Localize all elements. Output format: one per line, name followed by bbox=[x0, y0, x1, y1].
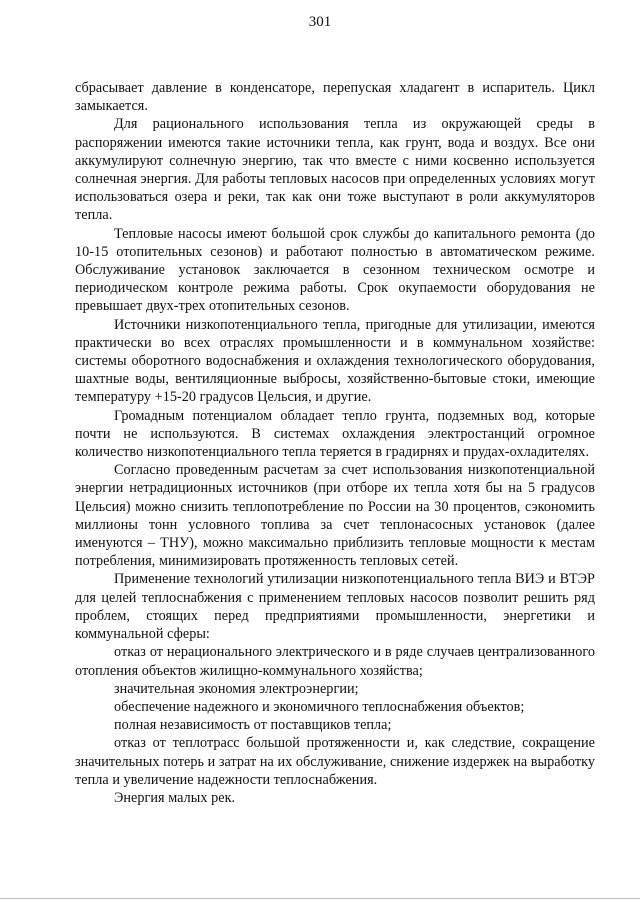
list-item: полная независимость от поставщиков тепла; bbox=[114, 717, 392, 734]
paragraph-ground-heat: Громадным потенциалом обладает тепло грунта, подземных вод, которые почти не используются. В системах охлаждения электростанций огромное количество низкопотенциального тепла теряется в градирнях и прудах-охладителях. bbox=[75, 407, 595, 461]
paragraph-continuation: сбрасывает давление в конденсаторе, перепуская хладагент в испаритель. Цикл замыкается. bbox=[75, 80, 595, 115]
page-body bbox=[75, 79, 595, 807]
paragraph-calculations: Согласно проведенным расчетам за счет использования низкопотенциальной энергии нетрадиционных источников (при отборе их тепла хотя бы на 5 градусов Цельсия) можно снизить теплопотребление по России на 30 процентов, сэкономить миллионы тонн условного топлива за счет теплонасосных установок (далее именуются – ТНУ), можно максимально приблизить тепловые мощности к местам потребления, минимизировать протяженность тепловых сетей. bbox=[75, 462, 595, 570]
paragraph-technology-application: Применение технологий утилизации низкопотенциального тепла ВИЭ и ВТЭР для целей теплоснабжения с применением тепловых насосов позволит решить ряд проблем, стоящих перед предприятиями промышленности, энергетики и коммунальной сферы: bbox=[75, 571, 595, 643]
page-bottom-line bbox=[0, 898, 640, 899]
list-item: отказ от нерационального электрического и в ряде случаев централизованного отопления объектов жилищно-коммунального хозяйства; bbox=[75, 644, 595, 679]
paragraph-service-life: Тепловые насосы имеют большой срок службы до капитального ремонта (до 10-15 отопительных сезонов) и работают полностью в автоматическом режиме. Обслуживание установок заключается в сезонном техническом осмотре и периодическом контроле режима работы. Срок окупаемости оборудования не превышает двух-трех отопительных сезонов. bbox=[75, 225, 595, 315]
section-heading-small-rivers: Энергия малых рек. bbox=[114, 789, 236, 806]
list-item: отказ от теплотрасс большой протяженности и, как следствие, сокращение значительных потерь и затрат на их обслуживание, снижение издержек на выработку тепла и увеличение надежности теплоснабжения. bbox=[75, 735, 595, 788]
paragraph-low-potential-sources: Источники низкопотенциального тепла, пригодные для утилизации, имеются практически во всех отраслях промышленности и в коммунальном хозяйстве: системы оборотного водоснабжения и охлаждения технологического оборудования, шахтные воды, вентиляционные выбросы, хозяйственно-бытовые стоки, имеющие температуру +15-20 градусов Цельсия, и другие. bbox=[75, 316, 595, 406]
page-number: 301 bbox=[308, 14, 332, 30]
paragraph-heat-sources: Для рационального использования тепла из окружающей среды в распоряжении имеются такие источники тепла, как грунт, вода и воздух. Все они аккумулируют солнечную энергию, так что вместе с ними косвенно используется солнечная энергия. Для работы тепловых насосов при определенных условиях могут использоваться озера и реки, так как они тоже выступают в роли аккумуляторов тепла. bbox=[75, 116, 595, 224]
list-item: значительная экономия электроэнергии; bbox=[114, 680, 359, 697]
list-item: обеспечение надежного и экономичного теплоснабжения объектов; bbox=[114, 698, 525, 715]
